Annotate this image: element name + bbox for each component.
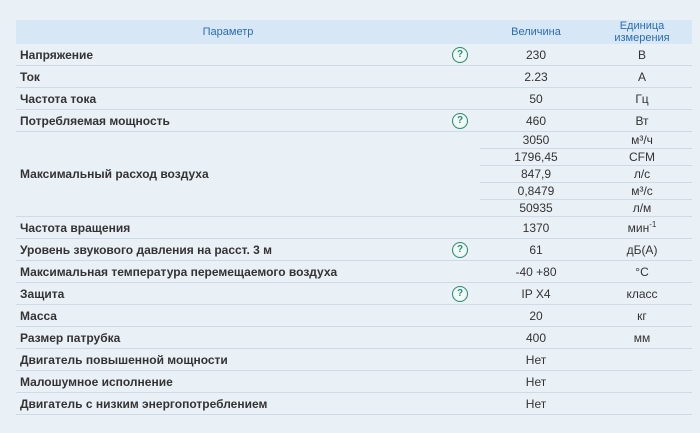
param-name: Напряжение bbox=[16, 44, 440, 66]
help-cell bbox=[440, 110, 480, 132]
help-cell bbox=[440, 305, 480, 327]
param-value: 0,8479 bbox=[480, 183, 592, 200]
table-row bbox=[16, 110, 692, 132]
param-unit: А bbox=[592, 66, 692, 88]
param-unit: л/м bbox=[592, 200, 692, 217]
param-value: 400 bbox=[480, 327, 592, 349]
param-name: Частота вращения bbox=[16, 217, 440, 239]
unit-superscript: -1 bbox=[649, 219, 657, 229]
help-question-icon[interactable]: ? bbox=[452, 286, 468, 302]
param-value: Нет bbox=[480, 393, 592, 415]
table-row bbox=[16, 66, 692, 88]
help-cell bbox=[440, 217, 480, 239]
param-value: IP X4 bbox=[480, 283, 592, 305]
param-unit: м³/ч bbox=[592, 132, 692, 149]
header-unit: Единица измерения bbox=[592, 20, 692, 44]
help-cell bbox=[440, 66, 480, 88]
help-cell bbox=[440, 283, 480, 305]
param-name: Максимальный расход воздуха bbox=[16, 132, 440, 217]
help-cell bbox=[440, 393, 480, 415]
table-row bbox=[16, 217, 692, 239]
table-header-row bbox=[16, 20, 692, 44]
table-row bbox=[16, 132, 692, 149]
param-value: 2.23 bbox=[480, 66, 592, 88]
param-unit: Вт bbox=[592, 110, 692, 132]
param-name: Частота тока bbox=[16, 88, 440, 110]
param-unit bbox=[592, 393, 692, 415]
param-unit: °C bbox=[592, 261, 692, 283]
help-cell bbox=[440, 371, 480, 393]
param-value: 50935 bbox=[480, 200, 592, 217]
param-unit: класс bbox=[592, 283, 692, 305]
help-cell bbox=[440, 132, 480, 217]
param-name: Потребляемая мощность bbox=[16, 110, 440, 132]
param-name: Масса bbox=[16, 305, 440, 327]
table-row bbox=[16, 371, 692, 393]
param-value: 1370 bbox=[480, 217, 592, 239]
param-name: Защита bbox=[16, 283, 440, 305]
unit-text: мин bbox=[627, 220, 650, 235]
param-unit: л/с bbox=[592, 166, 692, 183]
help-cell bbox=[440, 239, 480, 261]
table-row bbox=[16, 305, 692, 327]
param-value: 61 bbox=[480, 239, 592, 261]
param-name: Максимальная температура перемещаемого воздуха bbox=[16, 261, 440, 283]
specs-table bbox=[16, 20, 692, 415]
param-name: Двигатель с низким энергопотреблением bbox=[16, 393, 440, 415]
param-name: Уровень звукового давления на расст. 3 м bbox=[16, 239, 440, 261]
param-value: 1796,45 bbox=[480, 149, 592, 166]
help-question-icon[interactable]: ? bbox=[452, 242, 468, 258]
param-unit: Гц bbox=[592, 88, 692, 110]
param-value: 230 bbox=[480, 44, 592, 66]
param-name: Малошумное исполнение bbox=[16, 371, 440, 393]
help-question-icon[interactable]: ? bbox=[452, 47, 468, 63]
param-value: Нет bbox=[480, 371, 592, 393]
param-value: -40 +80 bbox=[480, 261, 592, 283]
param-unit: В bbox=[592, 44, 692, 66]
param-value: Нет bbox=[480, 349, 592, 371]
header-help bbox=[440, 20, 480, 44]
param-value: 460 bbox=[480, 110, 592, 132]
table-row bbox=[16, 261, 692, 283]
param-value: 50 bbox=[480, 88, 592, 110]
param-unit bbox=[592, 217, 692, 239]
table-row bbox=[16, 44, 692, 66]
help-cell bbox=[440, 349, 480, 371]
help-cell bbox=[440, 88, 480, 110]
param-value: 20 bbox=[480, 305, 592, 327]
param-value: 847,9 bbox=[480, 166, 592, 183]
param-unit: дБ(А) bbox=[592, 239, 692, 261]
table-row bbox=[16, 349, 692, 371]
param-unit bbox=[592, 349, 692, 371]
table-row bbox=[16, 88, 692, 110]
header-value: Величина bbox=[480, 20, 592, 44]
param-unit: мм bbox=[592, 327, 692, 349]
param-unit: м³/с bbox=[592, 183, 692, 200]
help-question-icon[interactable]: ? bbox=[452, 113, 468, 129]
help-cell bbox=[440, 261, 480, 283]
help-cell bbox=[440, 44, 480, 66]
param-name: Двигатель повышенной мощности bbox=[16, 349, 440, 371]
param-value: 3050 bbox=[480, 132, 592, 149]
table-row bbox=[16, 327, 692, 349]
param-unit bbox=[592, 371, 692, 393]
table-row bbox=[16, 283, 692, 305]
param-name: Ток bbox=[16, 66, 440, 88]
param-name: Размер патрубка bbox=[16, 327, 440, 349]
param-unit: кг bbox=[592, 305, 692, 327]
table-row bbox=[16, 239, 692, 261]
header-param: Параметр bbox=[16, 20, 440, 44]
table-row bbox=[16, 393, 692, 415]
param-unit: CFM bbox=[592, 149, 692, 166]
help-cell bbox=[440, 327, 480, 349]
